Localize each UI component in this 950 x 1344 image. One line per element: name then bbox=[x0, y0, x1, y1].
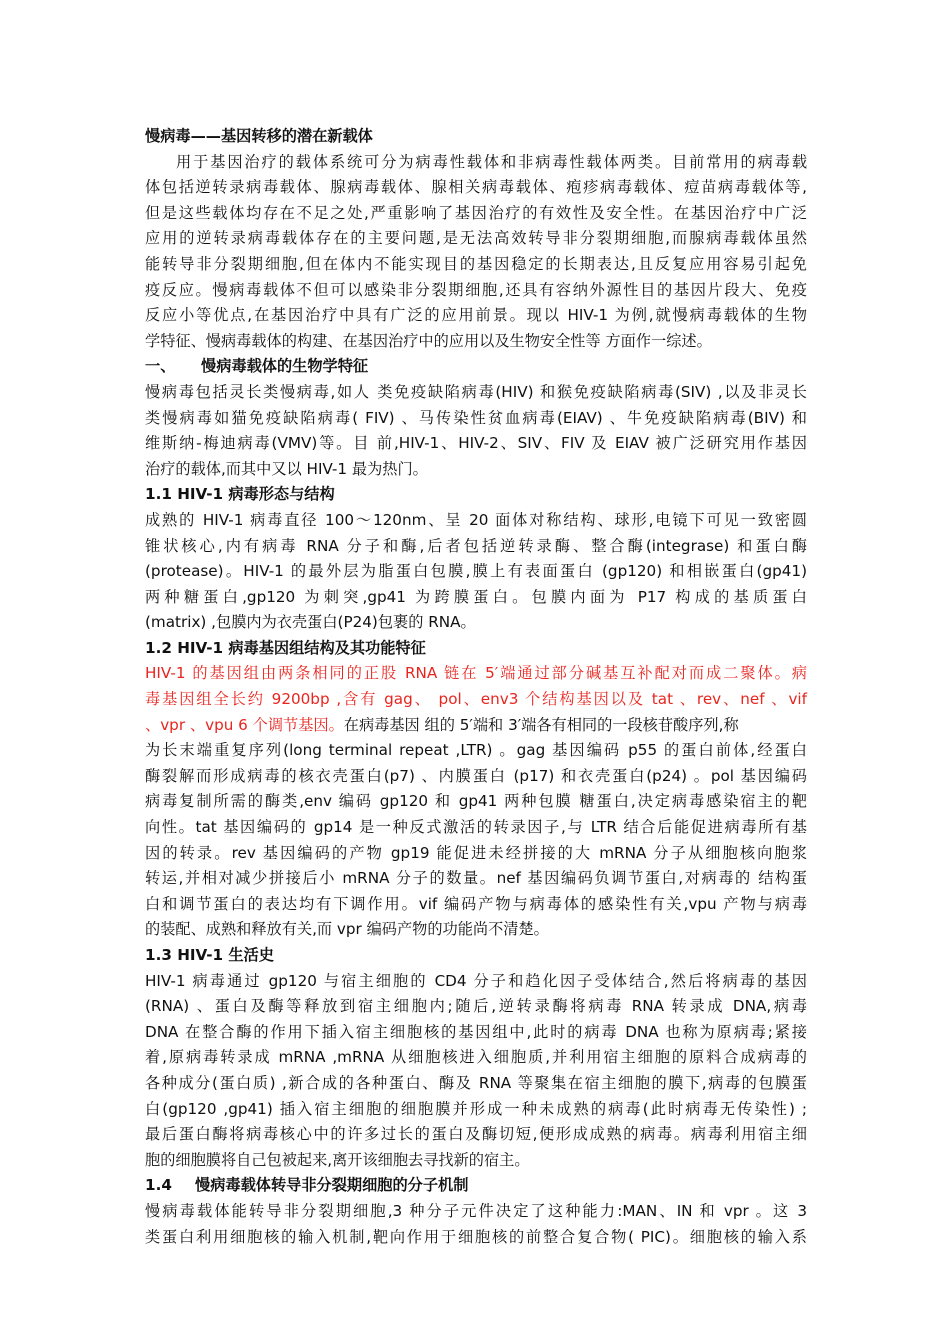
paragraph-line: (protease)。HIV-1 的最外层为脂蛋白包膜,膜上有表面蛋白 (gp120) 和相嵌蛋白(gp41) bbox=[145, 562, 807, 581]
paragraph-line: HIV-1 病毒通过 gp120 与宿主细胞的 CD4 分子和趋化因子受体结合,然后将病毒的基因 bbox=[145, 971, 807, 990]
paragraph-line: 为长末端重复序列(long terminal repeat ,LTR) 。gag 基因编码 p55 的蛋白前体,经蛋白 bbox=[145, 741, 807, 760]
section-title: 慢病毒载体转导非分裂期细胞的分子机制 bbox=[195, 1176, 469, 1195]
paragraph-line: 但是这些载体均存在不足之处,严重影响了基因治疗的有效性及安全性。在基因治疗中广泛 bbox=[145, 203, 807, 222]
paragraph-line: (RNA) 、蛋白及酶等释放到宿主细胞内;随后,逆转录酶将病毒 RNA 转录成 DNA,病毒 bbox=[145, 997, 807, 1016]
paragraph-line: 胞的细胞膜将自己包被起来,离开该细胞去寻找新的宿主。 bbox=[145, 1150, 530, 1169]
section-1-4-heading bbox=[145, 1173, 807, 1199]
paragraph-line: 转运,并相对减少拼接后小 mRNA 分子的数量。nef 基因编码负调节蛋白,对病毒的 结构蛋 bbox=[145, 869, 807, 888]
section-1-4-paragraph bbox=[145, 1199, 807, 1250]
highlighted-line: HIV-1 的基因组由两条相同的正股 RNA 链在 5′端通过部分碱基互补配对而成二聚体。病 bbox=[145, 664, 807, 683]
highlighted-text: 、vpr 、vpu 6 个调节基因。 bbox=[145, 715, 344, 734]
section-1-2-heading: 1.2 HIV-1 病毒基因组结构及其功能特征 bbox=[145, 638, 426, 657]
intro-paragraph bbox=[145, 150, 807, 355]
section-1-1-heading: 1.1 HIV-1 病毒形态与结构 bbox=[145, 485, 335, 504]
paragraph-line: 治疗的载体,而其中又以 HIV-1 最为热门。 bbox=[145, 459, 428, 478]
paragraph-line: 类慢病毒如猫免疫缺陷病毒( FIV) 、马传染性贫血病毒(EIAV) 、牛免疫缺陷病毒(BIV) 和 bbox=[145, 408, 807, 427]
paragraph-line: 白和调节蛋白的表达均有下调作用。vif 编码产物与病毒体的感染性有关,vpu 产物与病毒 bbox=[145, 894, 807, 913]
paragraph-line: 用于基因治疗的载体系统可分为病毒性载体和非病毒性载体两类。目前常用的病毒载 bbox=[176, 152, 807, 171]
section-title: 慢病毒载体的生物学特征 bbox=[201, 357, 369, 376]
paragraph-line: 慢病毒载体能转导非分裂期细胞,3 种分子元件决定了这种能力:MAN、IN 和 vpr 。这 3 bbox=[145, 1201, 807, 1220]
paragraph-line: 因的转录。rev 基因编码的产物 gp19 能促进未经拼接的大 mRNA 分子从细胞核向胞浆 bbox=[145, 843, 807, 862]
paragraph-line: 白(gp120 ,gp41) 插入宿主细胞的细胞膜并形成一种未成熟的病毒(此时病毒无传染性) ; bbox=[145, 1099, 807, 1118]
paragraph-line: 慢病毒包括灵长类慢病毒,如人 类免疫缺陷病毒(HIV) 和猴免疫缺陷病毒(SIV) ,以及非灵长 bbox=[145, 382, 807, 401]
document-page bbox=[145, 124, 807, 1250]
paragraph-line: DNA 在整合酶的作用下插入宿主细胞核的基因组中,此时的病毒 DNA 也称为原病毒;紧接 bbox=[145, 1022, 807, 1041]
paragraph-line: (matrix) ,包膜内为衣壳蛋白(P24)包裹的 RNA。 bbox=[145, 613, 476, 632]
paragraph-line: 成熟的 HIV-1 病毒直径 100～120nm、呈 20 面体对称结构、球形,电镜下可见一致密圆 bbox=[145, 510, 807, 529]
section-1-3-heading: 1.3 HIV-1 生活史 bbox=[145, 946, 274, 964]
paragraph-text: 在病毒基因 组的 5′端和 3′端各有相同的一段核苷酸序列,称 bbox=[343, 715, 739, 734]
section-number: 一、 bbox=[145, 357, 176, 376]
paragraph-line: 体包括逆转录病毒载体、腺病毒载体、腺相关病毒载体、疱疹病毒载体、痘苗病毒载体等, bbox=[145, 178, 807, 197]
paragraph-line: 锥状核心,内有病毒 RNA 分子和酶,后者包括逆转录酶、整合酶(integrase) 和蛋白酶 bbox=[145, 536, 807, 555]
paragraph-line: 病毒复制所需的酶类,env 编码 gp120 和 gp41 两种包膜 糖蛋白,决定病毒感染宿主的靶 bbox=[145, 792, 807, 811]
section-1-heading bbox=[145, 354, 807, 380]
paragraph-line: 两种糖蛋白,gp120 为刺突,gp41 为跨膜蛋白。包膜内面为 P17 构成的基质蛋白 bbox=[145, 587, 807, 606]
section-1-3-paragraph bbox=[145, 969, 807, 1174]
paragraph-line: 酶裂解而形成病毒的核衣壳蛋白(p7) 、内膜蛋白 (p17) 和衣壳蛋白(p24) 。pol 基因编码 bbox=[145, 766, 807, 785]
highlighted-line: 毒基因组全长约 9200bp ,含有 gag、 pol、env3 个结构基因以及 tat 、rev、nef 、vif bbox=[145, 690, 807, 709]
paragraph-line: 最后蛋白酶将病毒核心中的许多过长的蛋白及酶切短,便形成成熟的病毒。病毒利用宿主细 bbox=[145, 1125, 807, 1144]
section-1-1-paragraph bbox=[145, 508, 807, 636]
paragraph-line: 类蛋白利用细胞核的输入机制,靶向作用于细胞核的前整合复合物( PIC)。细胞核的输入系 bbox=[145, 1227, 807, 1246]
paragraph-line: 向性。tat 基因编码的 gp14 是一种反式激活的转录因子,与 LTR 结合后能促进病毒所有基 bbox=[145, 818, 807, 837]
paragraph-line bbox=[145, 713, 807, 739]
section-number: 1.4 bbox=[145, 1176, 172, 1195]
paragraph-line: 的装配、成熟和释放有关,而 vpr 编码产物的功能尚不清楚。 bbox=[145, 920, 549, 939]
paragraph-line: 反应小等优点,在基因治疗中具有广泛的应用前景。现以 HIV-1 为例,就慢病毒载体的生物 bbox=[145, 306, 807, 325]
paragraph-line: 维斯纳-梅迪病毒(VMV)等。目 前,HIV-1、HIV-2、SIV、FIV 及 EIAV 被广泛研究用作基因 bbox=[145, 434, 807, 453]
doc-title: 慢病毒——基因转移的潜在新载体 bbox=[145, 127, 373, 145]
paragraph-line: 能转导非分裂期细胞,但在体内不能实现目的基因稳定的长期表达,且反复应用容易引起免 bbox=[145, 254, 807, 273]
paragraph-line: 各种成分(蛋白质) ,新合成的各种蛋白、酶及 RNA 等聚集在宿主细胞的膜下,病毒的包膜蛋 bbox=[145, 1073, 807, 1092]
paragraph-line: 着,原病毒转录成 mRNA ,mRNA 从细胞核进入细胞质,并利用宿主细胞的原料合成病毒的 bbox=[145, 1048, 807, 1067]
section-1-paragraph bbox=[145, 380, 807, 482]
paragraph-line: 应用的逆转录病毒载体存在的主要问题,是无法高效转导非分裂期细胞,而腺病毒载体虽然 bbox=[145, 229, 807, 248]
paragraph-line: 疫反应。慢病毒载体不但可以感染非分裂期细胞,还具有容纳外源性目的基因片段大、免疫 bbox=[145, 280, 807, 299]
paragraph-line: 学特征、慢病毒载体的构建、在基因治疗中的应用以及生物安全性等 方面作一综述。 bbox=[145, 331, 712, 350]
section-1-2-paragraph bbox=[145, 661, 807, 943]
